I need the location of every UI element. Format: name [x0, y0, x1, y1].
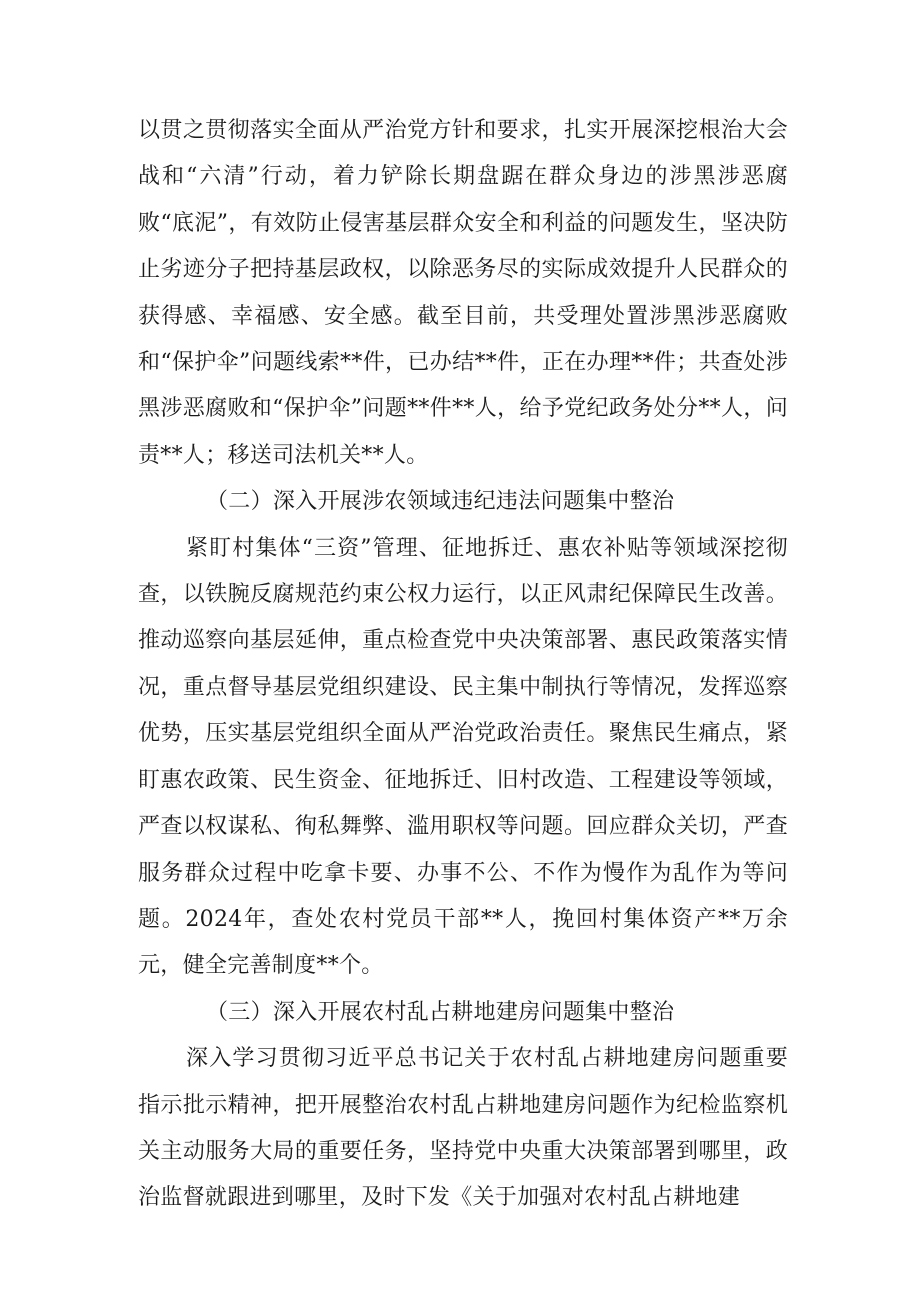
paragraph-agricultural-rectification: 紧盯村集体“三资”管理、征地拆迁、惠农补贴等领域深挖彻查，以铁腕反腐规范约束公权力运行，以正风肃纪保障民生改善。推动巡察向基层延伸，重点检查党中央决策部署、惠民政策落实情况，重点督导基层党组织建设、民主集中制执行等情况，发挥巡察优势，压实基层党组织全面从严治党政治责任。聚焦民生痛点，紧盯惠农政策、民生资金、征地拆迁、旧村改造、工程建设等领域，严查以权谋私、徇私舞弊、滥用职权等问题。回应群众关切，严查服务群众过程中吃拿卡要、办事不公、不作为慢作为乱作为等问题。2024年，查处农村党员干部**人，挽回村集体资产**万余元，健全完善制度**个。 [138, 535, 788, 979]
section-heading-2: （二）深入开展涉农领域违纪违法问题集中整治 [206, 489, 675, 515]
section-heading-3: （三）深入开展农村乱占耕地建房问题集中整治 [206, 999, 675, 1025]
document-body [138, 108, 788, 1222]
paragraph-farmland-construction: 深入学习贯彻习近平总书记关于农村乱占耕地建房问题重要指示批示精神，把开展整治农村乱占耕地建房问题作为纪检监察机关主动服务大局的重要任务，坚持党中央重大决策部署到哪里，政治监督就跟进到哪里，及时下发《关于加强对农村乱占耕地建 [138, 1046, 788, 1211]
paragraph-anti-gang-continuation: 以贯之贯彻落实全面从严治党方针和要求，扎实开展深挖根治大会战和“六清”行动，着力铲除长期盘踞在群众身边的涉黑涉恶腐败“底泥”，有效防止侵害基层群众安全和利益的问题发生，坚决防止劣迹分子把持基层政权，以除恶务尽的实际成效提升人民群众的获得感、幸福感、安全感。截至目前，共受理处置涉黑涉恶腐败和“保护伞”问题线索**件，已办结**件，正在办理**件；共查处涉黑涉恶腐败和“保护伞”问题**件**人，给予党纪政务处分**人，问责**人；移送司法机关**人。 [138, 118, 788, 468]
